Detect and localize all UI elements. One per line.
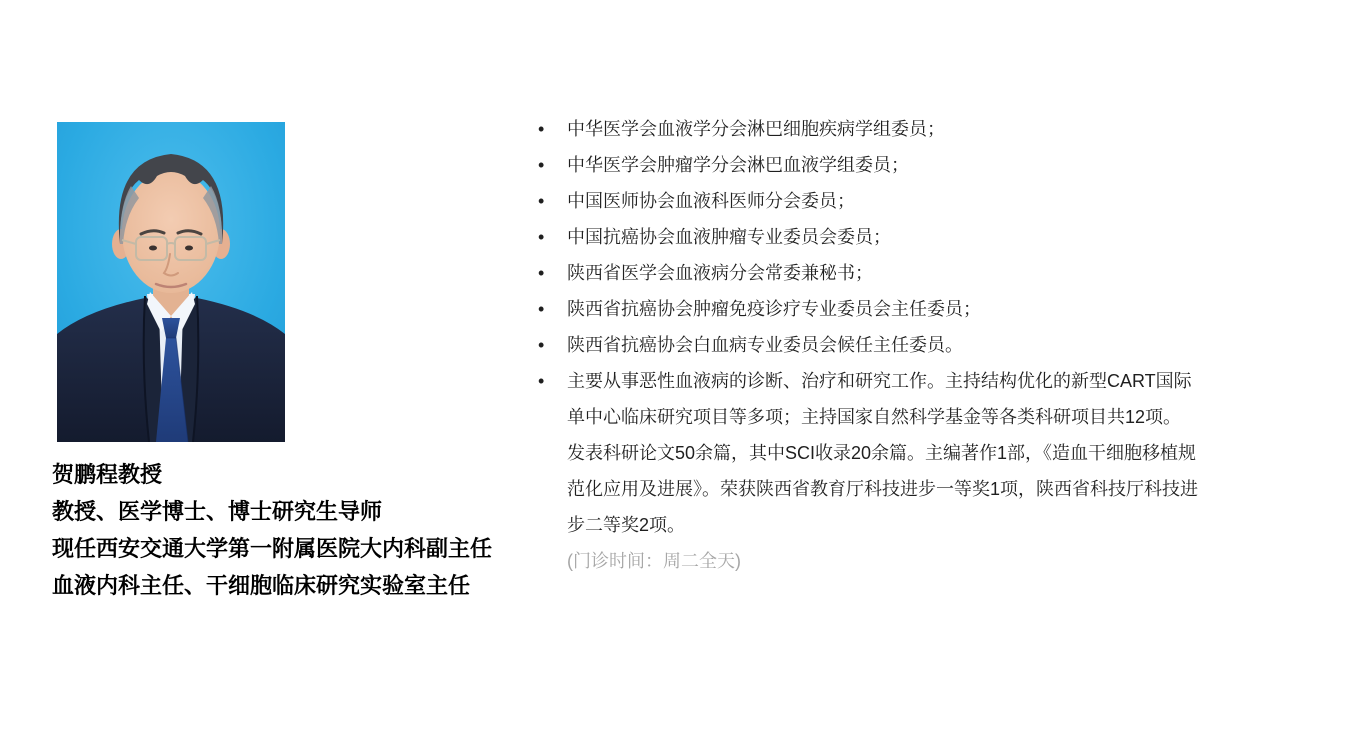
list-item xyxy=(537,183,1199,219)
list-item-bio xyxy=(537,363,1199,543)
clinic-hours-note: (门诊时间：周二全天) xyxy=(567,551,741,571)
membership-text: 中国抗癌协会血液肿瘤专业委员会委员； xyxy=(567,227,891,247)
membership-list xyxy=(537,111,1199,543)
bio-text: 主要从事恶性血液病的诊断、治疗和研究工作。主持结构优化的新型CART国际单中心临床研究项目等多项；主持国家自然科学基金等各类科研项目共12项。发表科研论文50余篇，其中SCI收录20余篇。主编著作1部，《造血干细胞移植规范化应用及进展》。荣获陕西省教育厅科技进步一等奖1项，陕西省科技厅科技进步二等奖2项。 xyxy=(567,371,1199,535)
membership-text: 陕西省抗癌协会白血病专业委员会候任主任委员。 xyxy=(567,335,963,355)
bullet-icon: • xyxy=(538,335,545,355)
bullet-icon: • xyxy=(538,371,545,391)
professor-position-line1: 现任西安交通大学第一附属医院大内科副主任 xyxy=(52,536,493,561)
bullet-icon: • xyxy=(538,299,545,319)
list-item xyxy=(537,255,1199,291)
list-item xyxy=(537,327,1199,363)
membership-text: 陕西省抗癌协会肿瘤免疫诊疗专业委员会主任委员； xyxy=(567,299,981,319)
list-item xyxy=(537,147,1199,183)
professor-position-line2: 血液内科主任、干细胞临床研究实验室主任 xyxy=(52,573,471,598)
membership-text: 中华医学会肿瘤学分会淋巴血液学组委员； xyxy=(567,155,909,175)
list-item xyxy=(537,111,1199,147)
bullet-icon: • xyxy=(538,191,545,211)
list-item xyxy=(537,291,1199,327)
membership-text: 中华医学会血液学分会淋巴细胞疾病学组委员； xyxy=(567,119,945,139)
bullet-icon: • xyxy=(538,155,545,175)
bullet-icon: • xyxy=(538,227,545,247)
bullet-icon: • xyxy=(538,119,545,139)
profile-summary xyxy=(52,456,532,604)
professor-name: 贺鹏程教授 xyxy=(52,462,163,487)
membership-text: 陕西省医学会血液病分会常委兼秘书； xyxy=(567,263,873,283)
list-item xyxy=(537,219,1199,255)
professor-degrees: 教授、医学博士、博士研究生导师 xyxy=(52,499,383,524)
portrait-photo xyxy=(57,122,285,442)
details-panel xyxy=(537,111,1199,579)
membership-text: 中国医师协会血液科医师分会委员； xyxy=(567,191,855,211)
bullet-icon: • xyxy=(538,263,545,283)
